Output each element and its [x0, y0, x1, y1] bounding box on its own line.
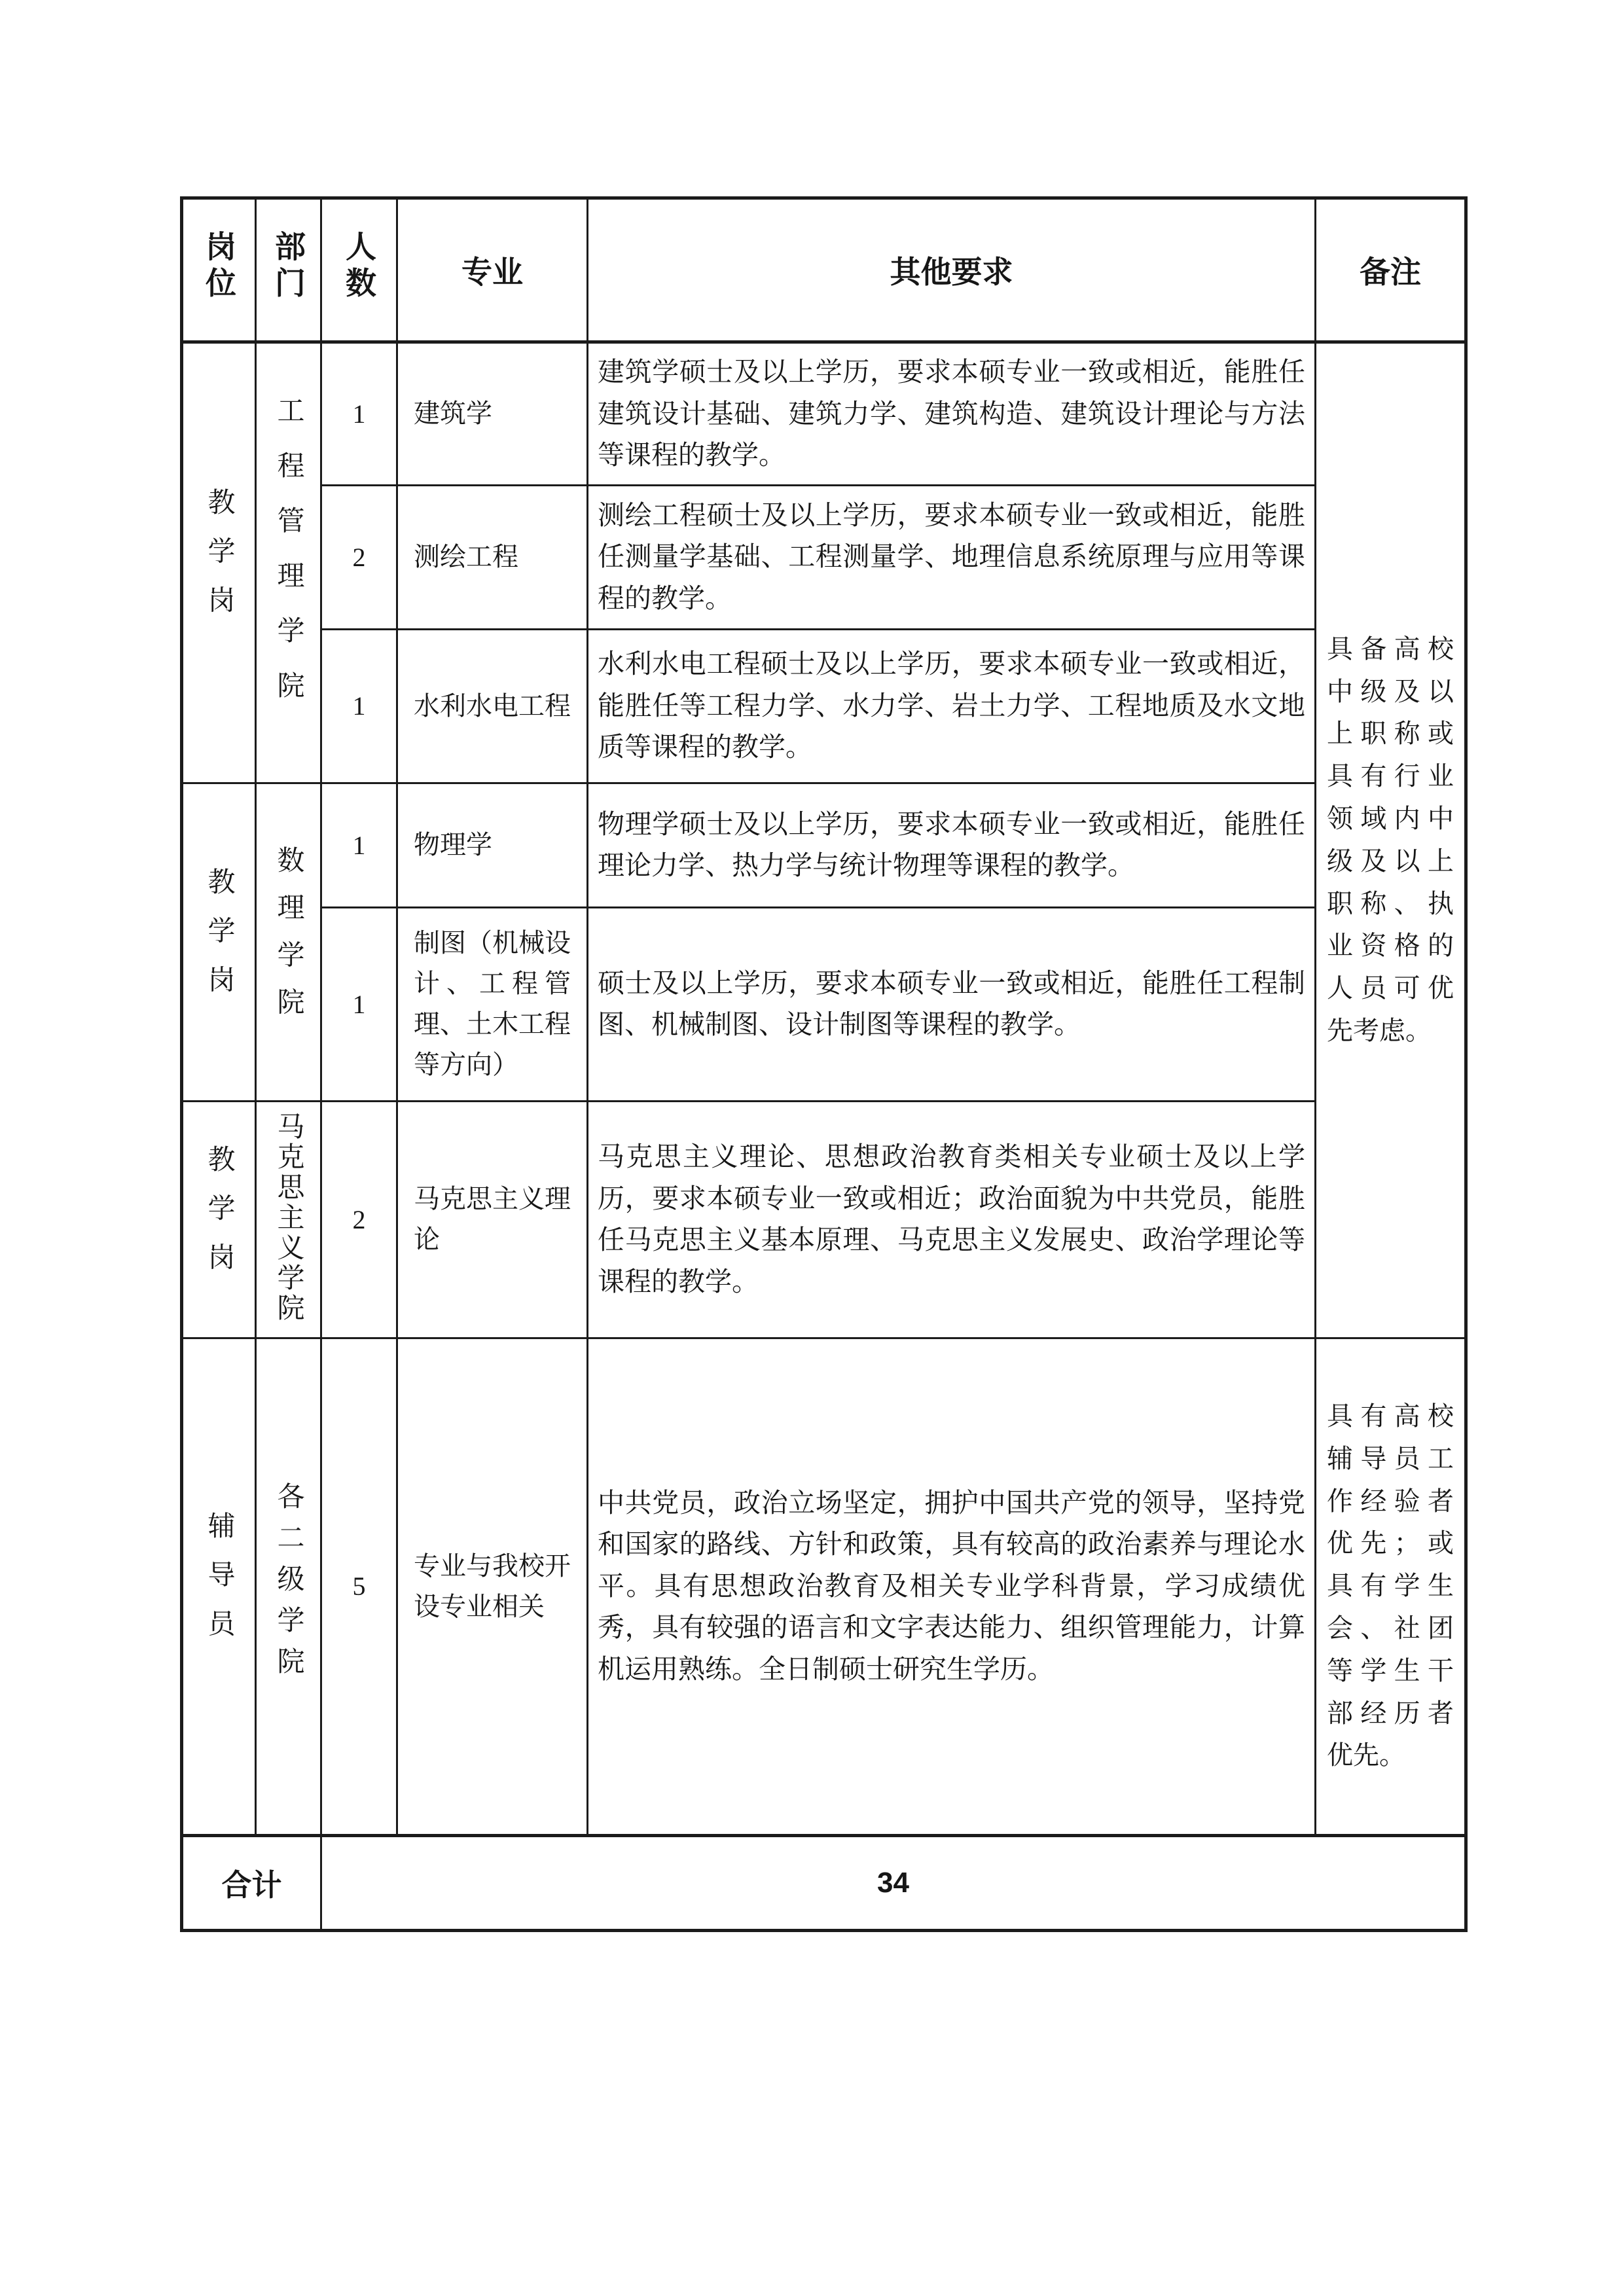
cell-major-row1: 建筑学 — [397, 342, 588, 486]
table-row — [182, 1101, 1466, 1338]
cell-requirements-row1: 建筑学硕士及以上学历，要求本硕专业一致或相近，能胜任建筑设计基础、建筑力学、建筑构造、建筑设计理论与方法等课程的教学。 — [588, 342, 1316, 486]
cell-requirements-row2: 测绘工程硕士及以上学历，要求本硕专业一致或相近，能胜任测量学基础、工程测量学、地理信息系统原理与应用等课程的教学。 — [588, 485, 1316, 629]
table-row — [182, 485, 1466, 629]
cell-requirements-row7: 中共党员，政治立场坚定，拥护中国共产党的领导，坚持党和国家的路线、方针和政策，具有较高的政治素养与理论水平。具有思想政治教育及相关专业学科背景，学习成绩优秀，具有较强的语言和文字表达能力、组织管理能力，计算机运用熟练。全日制硕士研究生学历。 — [588, 1338, 1316, 1835]
cell-major-row4: 物理学 — [397, 783, 588, 907]
cell-headcount-row1: 1 — [321, 342, 397, 486]
header-requirements — [588, 198, 1316, 342]
department-text: 马克思主义学院 — [273, 1111, 304, 1324]
cell-headcount-row4: 1 — [321, 783, 397, 907]
total-label: 合计 — [182, 1835, 321, 1930]
cell-remark-counselor: 具有高校辅导员工作经验者优先；或具有学生会、社团等学生干部经历者优先。 — [1316, 1338, 1466, 1835]
cell-remark-teaching: 具备高校中级及以上职称或具有行业领域内中级及以上职称、执业资格的人员可优先考虑。 — [1316, 342, 1466, 1338]
department-text: 各二级学院 — [273, 1481, 304, 1688]
cell-headcount-row6: 2 — [321, 1101, 397, 1338]
cell-major-row2: 测绘工程 — [397, 485, 588, 629]
total-value: 34 — [321, 1835, 1466, 1930]
header-department-label: 部门 — [271, 230, 306, 303]
cell-position-group3 — [182, 1101, 256, 1338]
table-row — [182, 783, 1466, 907]
position-text: 教学岗 — [204, 1144, 234, 1291]
department-text: 数理学院 — [273, 846, 304, 1035]
header-remarks — [1316, 198, 1466, 342]
header-major-label: 专业 — [461, 255, 523, 289]
cell-requirements-row5: 硕士及以上学历，要求本硕专业一致或相近，能胜任工程制图、机械制图、设计制图等课程的教学。 — [588, 907, 1316, 1101]
header-headcount-label: 人数 — [342, 230, 376, 303]
header-major — [397, 198, 588, 342]
cell-department-group2 — [256, 783, 321, 1101]
department-text: 工程管理学院 — [273, 396, 304, 726]
cell-position-group4 — [182, 1338, 256, 1835]
table-row — [182, 907, 1466, 1101]
cell-major-row5: 制图（机械设计、工程管理、土木工程等方向） — [397, 907, 588, 1101]
cell-requirements-row4: 物理学硕士及以上学历，要求本硕专业一致或相近，能胜任理论力学、热力学与统计物理等课程的教学。 — [588, 783, 1316, 907]
cell-position-group1 — [182, 342, 256, 783]
cell-department-group3 — [256, 1101, 321, 1338]
cell-major-row6: 马克思主义理论 — [397, 1101, 588, 1338]
cell-major-row3: 水利水电工程 — [397, 629, 588, 783]
table-header-row — [182, 198, 1466, 342]
table-row — [182, 342, 1466, 486]
cell-requirements-row6: 马克思主义理论、思想政治教育类相关专业硕士及以上学历，要求本硕专业一致或相近；政治面貌为中共党员，能胜任马克思主义基本原理、马克思主义发展史、政治学理论等课程的教学。 — [588, 1101, 1316, 1338]
cell-department-group1 — [256, 342, 321, 783]
cell-headcount-row3: 1 — [321, 629, 397, 783]
header-remarks-label: 备注 — [1360, 255, 1421, 289]
cell-headcount-row7: 5 — [321, 1338, 397, 1835]
position-text: 教学岗 — [204, 867, 234, 1014]
cell-requirements-row3: 水利水电工程硕士及以上学历，要求本硕专业一致或相近，能胜任等工程力学、水力学、岩土力学、工程地质及水文地质等课程的教学。 — [588, 629, 1316, 783]
cell-position-group2 — [182, 783, 256, 1101]
header-requirements-label: 其他要求 — [890, 255, 1013, 289]
cell-headcount-row2: 2 — [321, 485, 397, 629]
header-position — [182, 198, 256, 342]
table-row — [182, 629, 1466, 783]
header-department — [256, 198, 321, 342]
table-row — [182, 1338, 1466, 1835]
position-text: 辅导员 — [204, 1511, 234, 1659]
recruitment-table — [180, 196, 1468, 1932]
cell-department-group4 — [256, 1338, 321, 1835]
cell-headcount-row5: 1 — [321, 907, 397, 1101]
header-position-label: 岗位 — [202, 230, 236, 303]
position-text: 教学岗 — [204, 488, 234, 635]
header-headcount — [321, 198, 397, 342]
table-footer-row — [182, 1835, 1466, 1930]
cell-major-row7: 专业与我校开设专业相关 — [397, 1338, 588, 1835]
